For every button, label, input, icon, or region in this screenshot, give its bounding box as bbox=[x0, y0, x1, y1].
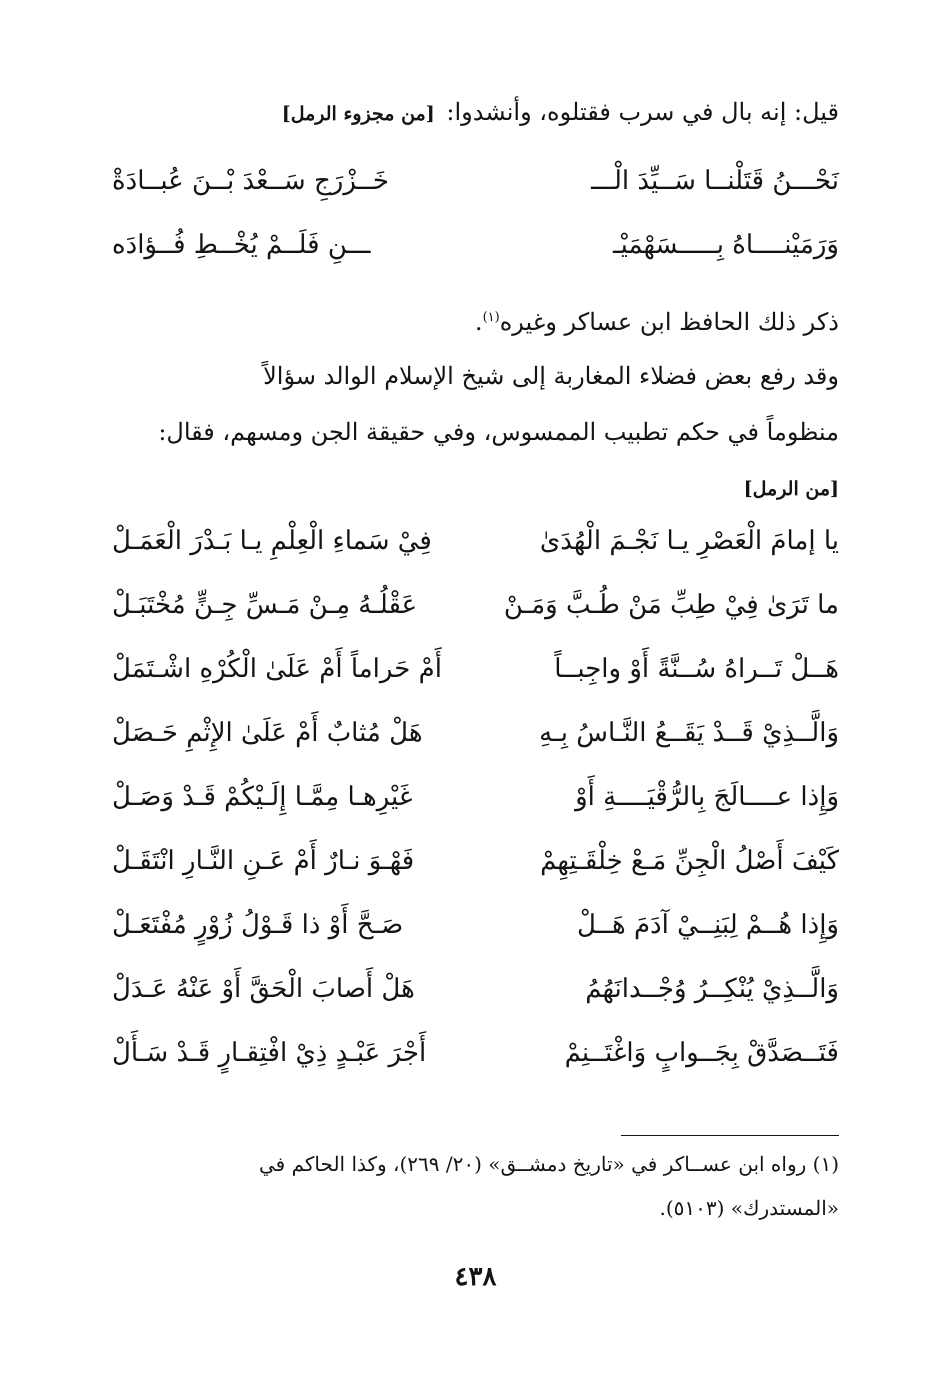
footnote-line-1: (١) رواه ابن عســاكر في «تاريخ دمشــق» (٢٠/ ٢٦٩)، وكذا الحاكم في bbox=[259, 1152, 839, 1176]
verse-first-hemistich: وَإِذا هُــمْ لِبَنِــيْ آدَمَ هَــلْ bbox=[577, 910, 839, 940]
verse-couplet bbox=[112, 718, 839, 766]
verse-second-hemistich: خَــزْرَجِ سَــعْدَ بْــنَ عُبــادَةْ bbox=[112, 166, 389, 196]
verse-first-hemistich: يا إمامَ الْعَصْرِ يـا نَجْـمَ الْهُدَىٰ bbox=[539, 526, 839, 556]
verse-second-hemistich: فَهْـوَ نـارٌ أَمْ عَـنِ النَّـارِ انْتَقَـلْ bbox=[112, 846, 415, 876]
verse-couplet bbox=[112, 590, 839, 638]
source-line bbox=[112, 308, 839, 336]
paragraph-line-2: منظوماً في حكم تطبيب الممسوس، وفي حقيقة الجن ومسهم، فقال: bbox=[158, 418, 839, 446]
verse-first-hemistich: نَحْـــنُ قَتَلْنــا سَــيِّدَ الْـــ bbox=[591, 166, 839, 196]
verse-second-hemistich: أَمْ حَراماً أَمْ عَلَىٰ الْكُرْهِ اشْـتَمَلْ bbox=[112, 654, 442, 684]
verse-second-hemistich: فِيْ سَماءِ الْعِلْمِ يـا بَـدْرَ الْعَمَـلْ bbox=[112, 526, 432, 556]
verse-first-hemistich: كَيْفَ أَصْلُ الْجِنِّ مَـعْ خِلْقَـتِهِمْ bbox=[540, 846, 839, 876]
verse-first-hemistich: وَرَمَيْنــــاهُ بِـــــسَهْمَيْـ bbox=[612, 230, 839, 260]
verse-couplet bbox=[112, 782, 839, 830]
page-number: ٤٣٨ bbox=[454, 1262, 497, 1292]
source-text: ذكر ذلك الحافظ ابن عساكر وغيره bbox=[499, 308, 839, 336]
verse-first-hemistich: هَــلْ تَــراهُ سُــنَّةً أَوْ واجِبــاً bbox=[554, 654, 839, 684]
meter-label-2: [من الرمل] bbox=[743, 478, 839, 500]
verse-couplet bbox=[112, 910, 839, 958]
verse-first-hemistich: ما تَرَىٰ فِيْ طِبِّ مَنْ طُـبَّ وَمَـنْ bbox=[503, 590, 839, 620]
verse-second-hemistich: ـــنِ فَلَــمْ يُخْــطِ فُــؤادَه bbox=[112, 230, 371, 260]
verse-couplet bbox=[112, 166, 839, 214]
verse-second-hemistich: غَيْرِهـا مِمَّـا إِلَـيْكُمْ قَـدْ وَصَـلْ bbox=[112, 782, 413, 812]
verse-couplet bbox=[112, 974, 839, 1022]
paragraph-line-1: وقد رفع بعض فضلاء المغاربة إلى شيخ الإسلام الوالد سؤالاً bbox=[263, 362, 839, 390]
meter-label: [من مجزوء الرمل] bbox=[281, 103, 435, 125]
intro-line bbox=[112, 98, 839, 126]
verse-first-hemistich: فَتَــصَدَّقْ بِجَــوابٍ وَاغْتَــنِمْ bbox=[564, 1038, 839, 1068]
footnote-divider bbox=[621, 1135, 839, 1136]
verse-couplet bbox=[112, 1038, 839, 1086]
verse-first-hemistich: وَإِذا عــــالَجَ بِالرُّقْيَــــةِ أَوْ bbox=[575, 782, 839, 812]
verse-couplet bbox=[112, 654, 839, 702]
verse-couplet bbox=[112, 526, 839, 574]
intro-text: قيل: إنه بال في سرب فقتلوه، وأنشدوا: bbox=[446, 98, 839, 126]
verse-first-hemistich: وَالَّــذِيْ قَــدْ يَقَــعُ النَّـاسُ بِـهِ bbox=[539, 718, 839, 748]
source-end: . bbox=[474, 308, 483, 336]
footnote-reference: (١) bbox=[482, 310, 500, 325]
verse-second-hemistich: عَقْلُـهُ مِـنْ مَـسِّ جِـنٍّ مُخْتَبَـلْ bbox=[112, 590, 418, 620]
verse-second-hemistich: صَـحَّ أَوْ ذا قَـوْلُ زُوْرٍ مُفْتَعَـلْ bbox=[112, 910, 404, 940]
verse-second-hemistich: هَلْ مُثابٌ أَمْ عَلَىٰ الإِثْمِ حَـصَلْ bbox=[112, 718, 423, 748]
verse-couplet bbox=[112, 230, 839, 278]
verse-couplet bbox=[112, 846, 839, 894]
footnote-line-2: «المستدرك» (٥١٠٣). bbox=[659, 1196, 839, 1220]
verse-first-hemistich: وَالَّــذِيْ يُنْكِــرُ وُجْــدانَهُمُ bbox=[585, 974, 839, 1004]
verse-second-hemistich: أَجْرَ عَبْـدٍ ذِيْ افْتِقـارٍ قَـدْ سَـأَلْ bbox=[112, 1038, 427, 1068]
verse-second-hemistich: هَلْ أَصابَ الْحَقَّ أَوْ عَنْهُ عَـدَلْ bbox=[112, 974, 415, 1004]
